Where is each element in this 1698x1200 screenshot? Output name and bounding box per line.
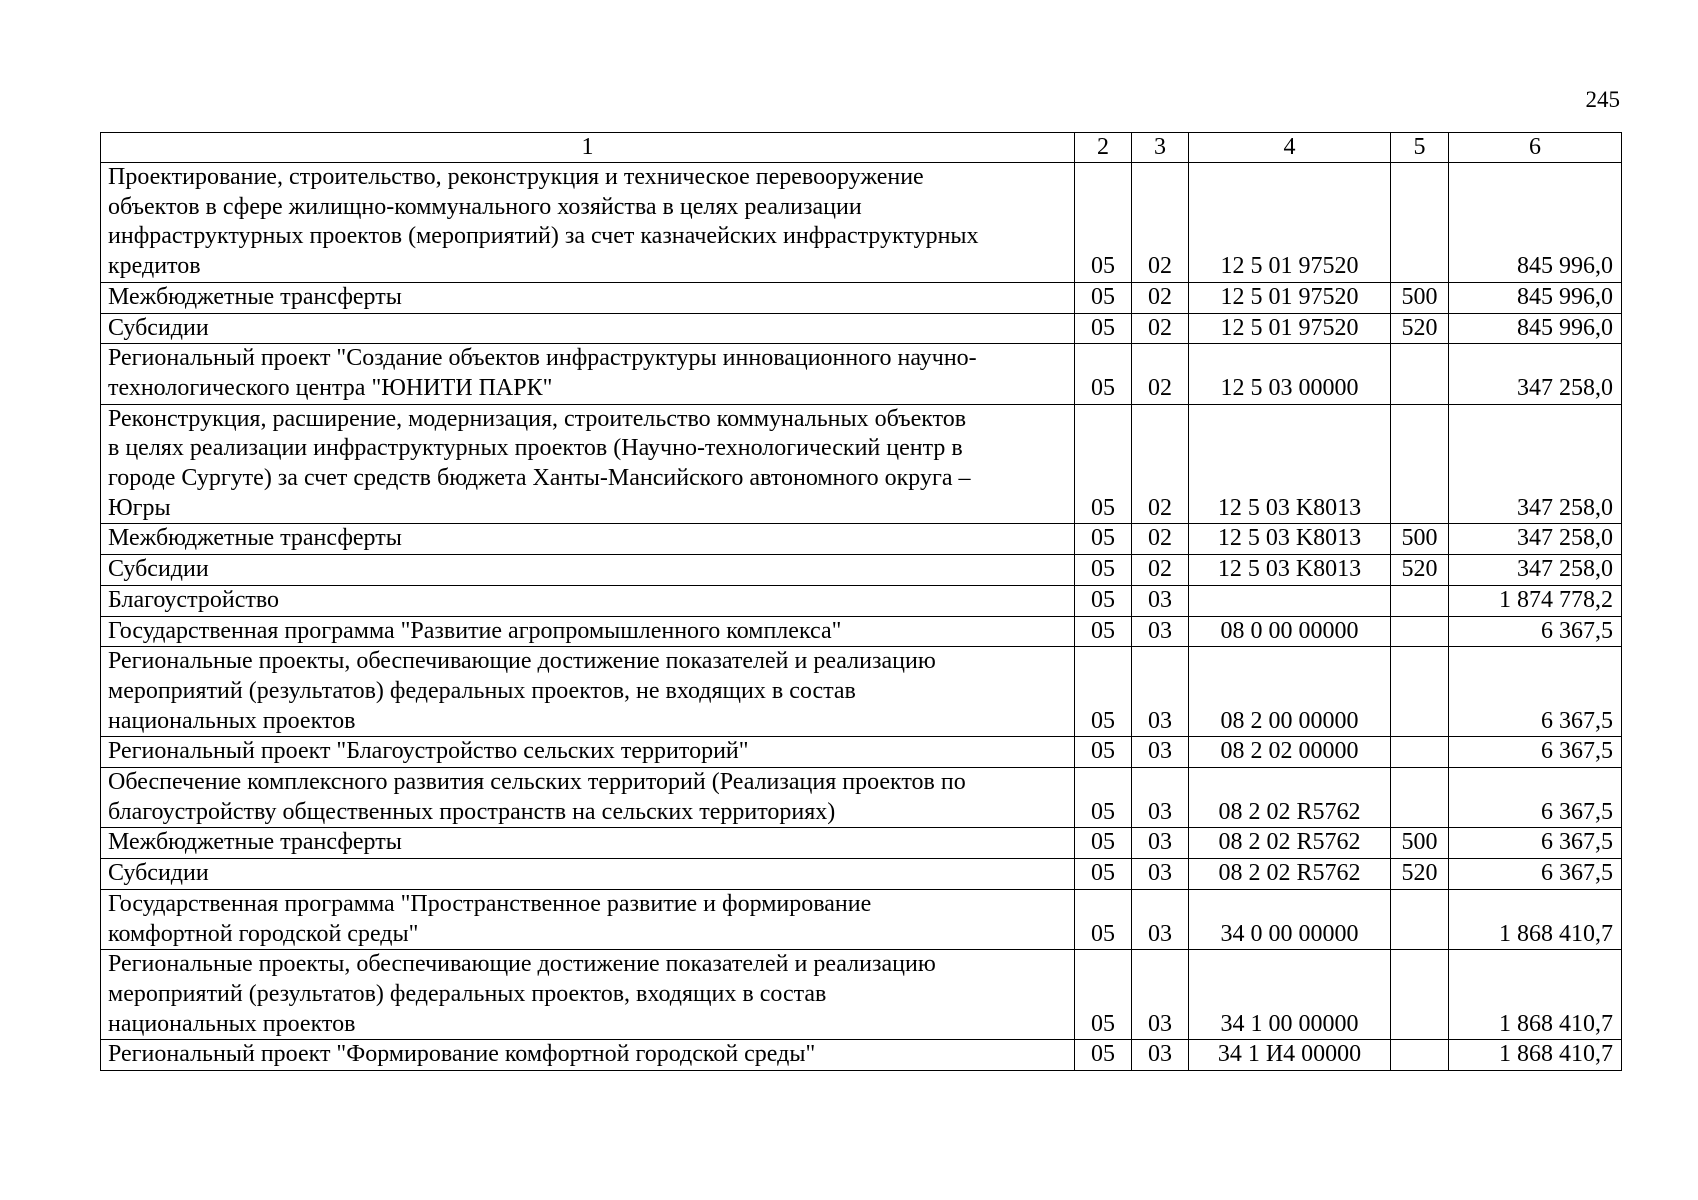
cell-amount: 347 258,0 [1449,524,1622,555]
cell-amount: 6 367,5 [1449,737,1622,768]
cell-section: 05 [1075,163,1132,283]
cell-expense-type: 500 [1391,828,1449,859]
table-row [101,344,1622,404]
cell-amount: 1 868 410,7 [1449,1040,1622,1071]
cell-amount: 1 868 410,7 [1449,950,1622,1040]
table-row [101,950,1622,1040]
cell-name: Реконструкция, расширение, модернизация, строительство коммунальных объектов в целях реализации инфраструктурных проектов (Научно-технологический центр в городе Сургуте) за счет средств бюджета Ханты-Мансийского автономного округа – Югры [101,404,1075,524]
cell-name: Межбюджетные трансферты [101,828,1075,859]
cell-subsection: 03 [1132,768,1189,828]
cell-target-code: 08 2 00 00000 [1189,647,1391,737]
cell-name: Субсидии [101,555,1075,586]
cell-amount: 347 258,0 [1449,344,1622,404]
cell-expense-type: 520 [1391,555,1449,586]
cell-amount: 6 367,5 [1449,768,1622,828]
cell-section: 05 [1075,768,1132,828]
page-number: 245 [1585,87,1620,112]
cell-name: Обеспечение комплексного развития сельских территорий (Реализация проектов по благоустройству общественных пространств на сельских территориях) [101,768,1075,828]
cell-subsection: 03 [1132,950,1189,1040]
cell-subsection: 03 [1132,585,1189,616]
cell-name: Региональный проект "Благоустройство сельских территорий" [101,737,1075,768]
cell-name: Государственная программа "Пространственное развитие и формирование комфортной городской среды" [101,889,1075,949]
table-body [101,163,1622,1071]
cell-subsection: 02 [1132,163,1189,283]
cell-name: Региональные проекты, обеспечивающие достижение показателей и реализацию мероприятий (результатов) федеральных проектов, входящих в состав национальных проектов [101,950,1075,1040]
cell-target-code [1189,585,1391,616]
cell-subsection: 03 [1132,737,1189,768]
cell-subsection: 02 [1132,555,1189,586]
cell-expense-type [1391,889,1449,949]
cell-section: 05 [1075,555,1132,586]
budget-table [100,132,1622,1071]
cell-section: 05 [1075,647,1132,737]
cell-amount: 6 367,5 [1449,859,1622,890]
cell-section: 05 [1075,404,1132,524]
cell-subsection: 02 [1132,282,1189,313]
cell-section: 05 [1075,950,1132,1040]
header-row [101,133,1622,163]
cell-target-code: 08 2 02 R5762 [1189,768,1391,828]
cell-amount: 6 367,5 [1449,828,1622,859]
cell-target-code: 12 5 01 97520 [1189,163,1391,283]
table-row [101,1040,1622,1071]
cell-name: Государственная программа "Развитие агропромышленного комплекса" [101,616,1075,647]
cell-name: Субсидии [101,313,1075,344]
cell-expense-type: 500 [1391,282,1449,313]
cell-expense-type [1391,950,1449,1040]
cell-amount: 347 258,0 [1449,404,1622,524]
cell-section: 05 [1075,524,1132,555]
cell-amount: 1 874 778,2 [1449,585,1622,616]
cell-expense-type [1391,737,1449,768]
column-header-subsection: 3 [1132,133,1189,163]
cell-section: 05 [1075,344,1132,404]
cell-target-code: 12 5 03 K8013 [1189,555,1391,586]
cell-name: Региональный проект "Формирование комфортной городской среды" [101,1040,1075,1071]
cell-section: 05 [1075,828,1132,859]
cell-expense-type [1391,616,1449,647]
cell-target-code: 12 5 01 97520 [1189,282,1391,313]
table-row [101,555,1622,586]
cell-name: Благоустройство [101,585,1075,616]
table-row [101,616,1622,647]
cell-subsection: 03 [1132,889,1189,949]
cell-amount: 845 996,0 [1449,282,1622,313]
table-row [101,585,1622,616]
table-row [101,404,1622,524]
cell-amount: 1 868 410,7 [1449,889,1622,949]
cell-section: 05 [1075,616,1132,647]
column-header-amount: 6 [1449,133,1622,163]
cell-section: 05 [1075,859,1132,890]
cell-expense-type: 520 [1391,313,1449,344]
cell-target-code: 08 0 00 00000 [1189,616,1391,647]
cell-subsection: 03 [1132,859,1189,890]
column-header-name: 1 [101,133,1075,163]
table-row [101,859,1622,890]
table-row [101,163,1622,283]
table-row [101,889,1622,949]
cell-subsection: 02 [1132,524,1189,555]
cell-section: 05 [1075,889,1132,949]
table-header [101,133,1622,163]
cell-expense-type [1391,163,1449,283]
cell-target-code: 08 2 02 00000 [1189,737,1391,768]
cell-expense-type [1391,344,1449,404]
cell-subsection: 02 [1132,344,1189,404]
cell-expense-type [1391,585,1449,616]
cell-target-code: 34 1 И4 00000 [1189,1040,1391,1071]
table-row [101,768,1622,828]
cell-name: Региональный проект "Создание объектов инфраструктуры инновационного научно- технологического центра "ЮНИТИ ПАРК" [101,344,1075,404]
cell-subsection: 02 [1132,404,1189,524]
cell-name: Межбюджетные трансферты [101,524,1075,555]
table-row [101,828,1622,859]
table-row [101,524,1622,555]
cell-name: Региональные проекты, обеспечивающие достижение показателей и реализацию мероприятий (результатов) федеральных проектов, не входящих в состав национальных проектов [101,647,1075,737]
table-row [101,737,1622,768]
cell-subsection: 03 [1132,828,1189,859]
column-header-target-code: 4 [1189,133,1391,163]
cell-target-code: 34 1 00 00000 [1189,950,1391,1040]
cell-section: 05 [1075,313,1132,344]
cell-section: 05 [1075,282,1132,313]
cell-target-code: 12 5 03 K8013 [1189,524,1391,555]
cell-subsection: 03 [1132,616,1189,647]
cell-section: 05 [1075,585,1132,616]
cell-name: Проектирование, строительство, реконструкция и техническое перевооружение объектов в сфере жилищно-коммунального хозяйства в целях реализации инфраструктурных проектов (мероприятий) за счет казначейских инфраструктурных кредитов [101,163,1075,283]
cell-target-code: 12 5 01 97520 [1189,313,1391,344]
cell-name: Субсидии [101,859,1075,890]
cell-expense-type [1391,1040,1449,1071]
table-row [101,282,1622,313]
cell-name: Межбюджетные трансферты [101,282,1075,313]
cell-section: 05 [1075,1040,1132,1071]
cell-target-code: 08 2 02 R5762 [1189,828,1391,859]
cell-expense-type [1391,768,1449,828]
cell-subsection: 02 [1132,313,1189,344]
column-header-section: 2 [1075,133,1132,163]
cell-amount: 347 258,0 [1449,555,1622,586]
cell-section: 05 [1075,737,1132,768]
cell-expense-type: 520 [1391,859,1449,890]
cell-expense-type: 500 [1391,524,1449,555]
cell-target-code: 12 5 03 K8013 [1189,404,1391,524]
table-row [101,313,1622,344]
cell-amount: 6 367,5 [1449,647,1622,737]
cell-amount: 845 996,0 [1449,163,1622,283]
cell-expense-type [1391,647,1449,737]
cell-amount: 6 367,5 [1449,616,1622,647]
cell-amount: 845 996,0 [1449,313,1622,344]
table-row [101,647,1622,737]
cell-subsection: 03 [1132,1040,1189,1071]
cell-subsection: 03 [1132,647,1189,737]
column-header-expense-type: 5 [1391,133,1449,163]
cell-target-code: 12 5 03 00000 [1189,344,1391,404]
cell-target-code: 08 2 02 R5762 [1189,859,1391,890]
cell-expense-type [1391,404,1449,524]
cell-target-code: 34 0 00 00000 [1189,889,1391,949]
